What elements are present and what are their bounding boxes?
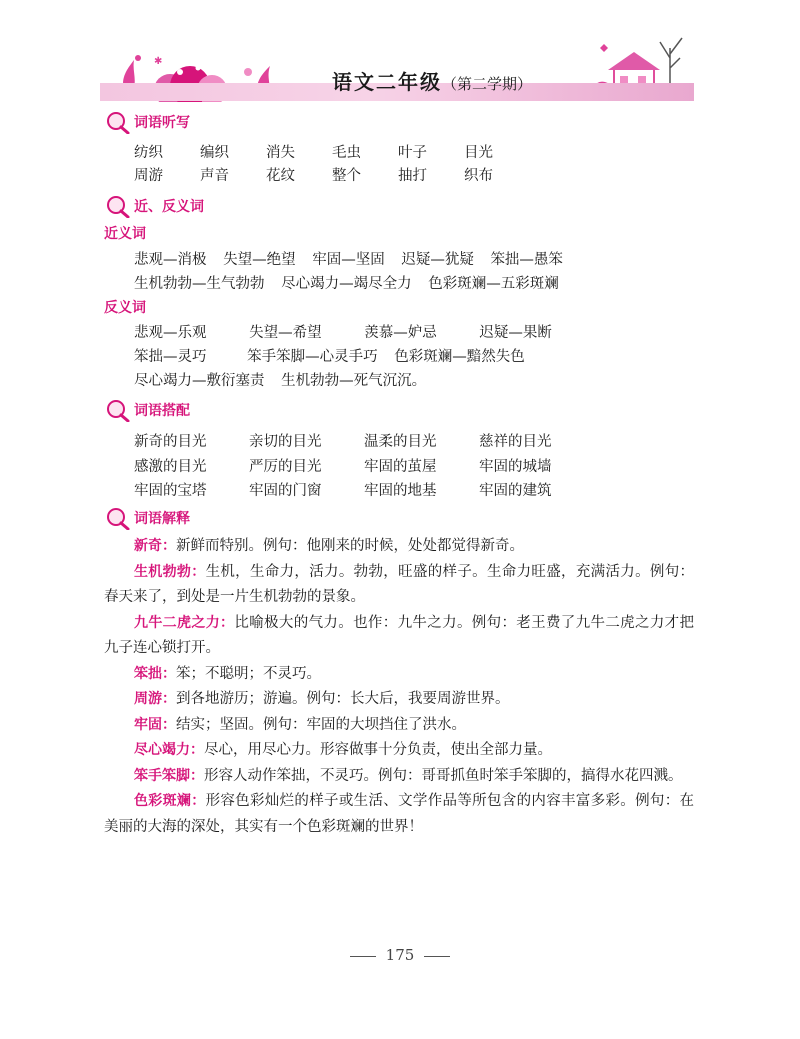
explanation-text: 尽心，用尽心力。形容做事十分负责，使出全部力量。 [204,742,552,758]
collocation-phrase: 牢固的城墙 [479,459,552,475]
explanation-text: 笨；不聪明；不灵巧。 [176,665,321,682]
section-synonyms-heading: 近、反义词 [104,194,204,218]
antonyms-label: 反义词 [104,300,146,316]
explanation-text: 形容色彩灿烂的样子或生活、文学作品等所包含的内容丰富多彩。例句：在美丽的大海的深处，其实有一个色彩斑斓的世界！ [104,793,695,835]
explanation-text: 比喻极大的气力。也作：九牛之力。例句：老王费了九牛二虎之力才把九子连心锁打开。 [104,614,695,656]
book-title: 语文二年级（第二学期） [332,70,533,94]
collocation-phrase: 牢固的宝塔 [134,483,207,499]
explanation-item [104,560,694,611]
dictation-word: 消失 [266,145,295,161]
explanation-text: 生机，生命力，活力。勃勃，旺盛的样子。生命力旺盛，充满活力。例句：春天来了，到处是一片生机勃勃的景象。 [104,563,695,605]
page-number-dash [350,956,376,957]
dictation-word: 整个 [332,168,361,184]
collocation-phrase: 严厉的目光 [249,459,322,475]
collocation-phrase: 牢固的门窗 [249,483,322,499]
explanation-term: 笨手笨脚： [134,767,204,784]
synonym-line: 生机勃勃—生气勃勃 尽心竭力—竭尽全力 色彩斑斓—五彩斑斓 [134,276,559,292]
collocation-phrase: 牢固的地基 [364,483,437,499]
dictation-word: 叶子 [398,145,427,161]
collocation-phrase: 牢固的茧屋 [364,459,437,475]
explanation-item [104,764,694,790]
synonyms-label: 近义词 [104,226,146,242]
svg-text:✱: ✱ [154,56,163,67]
explanation-text: 结实；坚固。例句：牢固的大坝挡住了洪水。 [176,716,466,733]
explanations-list [104,534,694,840]
page-number: 175 [0,946,800,964]
explanation-text: 新鲜而特别。例句：他刚来的时候，处处都觉得新奇。 [176,538,524,554]
explanation-term: 九牛二虎之力： [134,614,235,631]
dictation-word: 毛虫 [332,145,361,161]
explanation-item [104,713,694,739]
antonym-line: 悲观—乐观 失望—希望 羡慕—妒忌 迟疑—果断 [134,325,552,341]
explanation-term: 尽心竭力： [134,742,204,758]
dictation-word: 目光 [464,145,493,161]
dictation-word: 周游 [134,168,163,184]
synonym-line: 悲观—消极 失望—绝望 牢固—坚固 迟疑—犹疑 笨拙—愚笨 [134,252,563,268]
dictation-word: 编织 [200,145,229,161]
explanation-item [104,534,694,560]
explanation-term: 牢固： [134,716,176,733]
dictation-word: 抽打 [398,168,427,184]
dictation-word: 织布 [464,168,493,184]
collocation-phrase: 新奇的目光 [134,434,207,450]
explanation-item [104,687,694,713]
page-header [100,28,694,108]
magnifier-icon [104,398,130,422]
dictation-word: 花纹 [266,168,295,184]
section-dictation-heading: 词语听写 [104,110,190,134]
collocation-phrase: 温柔的目光 [364,434,437,450]
page-number-dash [424,956,450,957]
explanation-term: 色彩斑斓： [134,793,206,809]
explanation-item [104,789,694,840]
collocation-phrase: 亲切的目光 [249,434,322,450]
dictation-word: 纺织 [134,145,163,161]
collocation-phrase: 感激的目光 [134,459,207,475]
magnifier-icon [104,194,130,218]
explanation-term: 生机勃勃： [134,563,206,580]
explanation-item [104,662,694,688]
magnifier-icon [104,506,130,530]
dictation-word: 声音 [200,168,229,184]
collocation-phrase: 牢固的建筑 [479,483,552,499]
explanation-term: 新奇： [134,538,176,554]
explanation-item [104,738,694,764]
section-collocations-heading: 词语搭配 [104,398,190,422]
magnifier-icon [104,110,130,134]
antonym-line: 笨拙—灵巧 笨手笨脚—心灵手巧 色彩斑斓—黯然失色 [134,349,525,365]
antonym-line: 尽心竭力—敷衍塞责 生机勃勃—死气沉沉。 [134,373,427,389]
explanation-term: 笨拙： [134,665,176,682]
explanation-term: 周游： [134,691,176,707]
collocation-phrase: 慈祥的目光 [479,434,552,450]
section-explanations-heading: 词语解释 [104,506,190,530]
explanation-text: 形容人动作笨拙，不灵巧。例句：哥哥抓鱼时笨手笨脚的，搞得水花四溅。 [204,767,683,784]
explanation-item [104,611,694,662]
explanation-text: 到各地游历；游遍。例句：长大后，我要周游世界。 [176,691,510,707]
